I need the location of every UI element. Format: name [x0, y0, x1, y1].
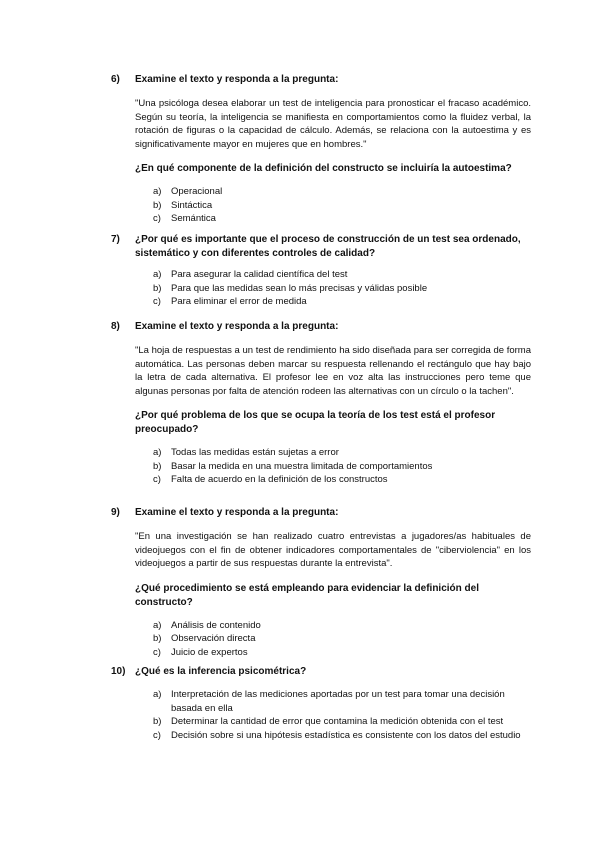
question-10-heading	[111, 665, 531, 679]
option-letter: c)	[153, 729, 161, 741]
question-9	[111, 506, 531, 659]
answer-option-a	[153, 268, 531, 282]
option-letter: a)	[153, 269, 162, 280]
option-text: Sintáctica	[171, 199, 213, 211]
question-10	[111, 665, 531, 742]
question-6-sub-question: ¿En qué componente de la definición del constructo se incluiría la autoestima?	[135, 163, 512, 174]
answer-option-b	[153, 632, 531, 646]
option-letter: a)	[153, 186, 162, 197]
option-letter: a)	[153, 619, 162, 631]
option-letter: b)	[153, 633, 162, 644]
question-number: 8)	[111, 321, 120, 332]
option-letter: b)	[153, 460, 162, 472]
question-9-options	[153, 619, 531, 660]
question-prompt: Examine el texto y responda a la pregunta:	[135, 321, 339, 332]
question-8	[111, 320, 531, 487]
question-6-options	[153, 185, 531, 226]
question-6	[111, 73, 531, 226]
option-text: Para eliminar el error de medida	[171, 296, 307, 307]
option-letter: c)	[153, 474, 161, 485]
option-text: Interpretación de las mediciones aportadas por un test para tomar una decisión basada en ella	[171, 689, 505, 714]
question-number: 6)	[111, 74, 120, 85]
question-number: 10)	[111, 666, 126, 677]
question-10-options	[153, 688, 531, 742]
answer-option-b	[153, 282, 531, 296]
option-text: Semántica	[171, 213, 216, 224]
answer-option-b	[153, 715, 531, 729]
answer-option-a	[153, 619, 531, 633]
option-text: Juicio de expertos	[171, 646, 248, 658]
question-7-options	[153, 268, 531, 309]
question-8-sub-question: ¿Por qué problema de los que se ocupa la teoría de los test está el profesor preocupado?	[135, 410, 496, 435]
answer-option-a	[153, 185, 531, 199]
option-text: Falta de acuerdo en la definición de los constructos	[171, 474, 388, 485]
answer-option-a	[153, 446, 531, 460]
answer-option-c	[153, 295, 531, 309]
option-letter: c)	[153, 296, 161, 307]
question-prompt: ¿Qué es la inferencia psicométrica?	[135, 666, 307, 677]
option-letter: c)	[153, 646, 161, 658]
answer-option-c	[153, 473, 531, 487]
answer-option-c	[153, 646, 531, 660]
option-letter: b)	[153, 199, 162, 211]
answer-option-b	[153, 199, 531, 213]
option-text: Para asegurar la calidad científica del test	[171, 269, 348, 280]
option-letter: b)	[153, 716, 162, 727]
question-6-quote: "Una psicóloga desea elaborar un test de inteligencia para pronosticar el fracaso académico. Según su teoría, la inteligencia se manifiesta en comportamientos como la fluidez verbal, la rotación de figuras o la capacidad de cálculo. Además, se relaciona con la autoestima y es significativamente mayor en mujeres que en hombres."	[135, 98, 531, 150]
answer-option-c	[153, 729, 531, 743]
question-9-sub-question: ¿Qué procedimiento se está empleando para evidenciar la definición del constructo?	[135, 582, 479, 608]
answer-option-b	[153, 460, 531, 474]
question-9-heading	[111, 506, 531, 520]
option-text: Basar la medida en una muestra limitada de comportamientos	[171, 460, 433, 472]
option-text: Para que las medidas sean lo más precisas y válidas posible	[171, 282, 428, 294]
question-8-options	[153, 446, 531, 487]
question-number: 7)	[111, 234, 120, 245]
question-8-quote: "La hoja de respuestas a un test de rendimiento ha sido diseñada para ser corregida de forma automática. Las personas deben marcar su respuesta rellenando el rectángulo que hay bajo la letra de cada alternativa. El profesor lee en voz alta las instrucciones pero teme que algunas personas por falta de atención rodeen las alternativas con un círculo o la tachen".	[135, 345, 531, 397]
question-8-heading	[111, 320, 531, 334]
option-letter: b)	[153, 282, 162, 294]
question-9-quote: "En una investigación se han realizado cuatro entrevistas a jugadores/as habituales de videojuegos con el fin de obtener indicadores comportamentales de "ciberviolencia" en los videojuegos a partir de sus respuestas durante la entrevista".	[135, 531, 531, 569]
question-number: 9)	[111, 507, 120, 518]
option-letter: a)	[153, 689, 162, 700]
question-7	[111, 233, 531, 309]
option-text: Observación directa	[171, 633, 256, 644]
question-7-heading	[111, 233, 531, 261]
question-prompt: Examine el texto y responda a la pregunta:	[135, 507, 339, 518]
question-6-heading	[111, 73, 531, 87]
option-text: Decisión sobre si una hipótesis estadística es consistente con los datos del estudio	[171, 729, 521, 741]
option-letter: a)	[153, 447, 162, 458]
option-text: Todas las medidas están sujetas a error	[171, 447, 339, 458]
answer-option-c	[153, 212, 531, 226]
option-text: Operacional	[171, 186, 223, 197]
question-prompt: Examine el texto y responda a la pregunta:	[135, 74, 339, 85]
option-letter: c)	[153, 213, 161, 224]
question-prompt: ¿Por qué es importante que el proceso de construcción de un test sea ordenado, sistemático y con diferentes controles de calidad?	[135, 234, 521, 259]
option-text: Análisis de contenido	[171, 619, 261, 631]
answer-option-a	[153, 688, 531, 715]
option-text: Determinar la cantidad de error que contamina la medición obtenida con el test	[171, 716, 504, 727]
